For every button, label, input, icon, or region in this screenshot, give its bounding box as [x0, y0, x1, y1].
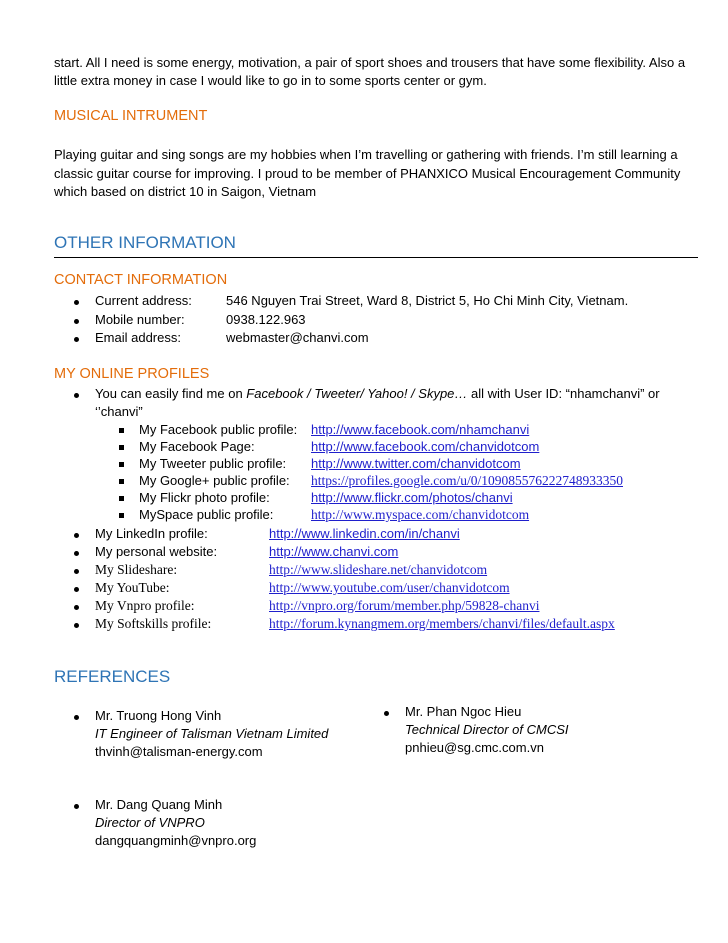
bullet-dot [74, 393, 79, 398]
reference-name: Mr. Phan Ngoc Hieu [405, 704, 522, 719]
bullet-dot [74, 551, 79, 556]
bullet-dot [74, 300, 79, 305]
sub-profile-item [119, 507, 679, 525]
bullet-dot [74, 569, 79, 574]
reference-email: thvinh@talisman-energy.com [95, 744, 263, 759]
sub-profile-link[interactable]: http://www.twitter.com/chanvidotcom [311, 456, 521, 471]
bullet-dot [74, 337, 79, 342]
reference-name: Mr. Dang Quang Minh [95, 797, 223, 812]
sub-profile-link[interactable]: http://www.myspace.com/chanvidotcom [311, 507, 530, 522]
profiles-intro-userid: all with User ID: “nhamchanvi” or [467, 386, 660, 401]
contact-label: Mobile number: [95, 312, 185, 327]
musical-heading: MUSICAL INTRUMENT [54, 108, 208, 124]
reference-name: Mr. Truong Hong Vinh [95, 708, 222, 723]
profile-label: My LinkedIn profile: [95, 526, 208, 541]
sub-profile-label: My Google+ public profile: [139, 473, 290, 488]
profiles-intro-alt-id: ‘’chanvi” [95, 404, 143, 419]
profile-item [74, 598, 694, 616]
bullet-dot [74, 623, 79, 628]
profile-label: My YouTube: [95, 580, 170, 595]
sub-profile-link[interactable]: https://profiles.google.com/u/0/109085576222748933350 [311, 473, 623, 488]
square-bullet [119, 428, 124, 433]
sub-profile-label: My Tweeter public profile: [139, 456, 287, 471]
profile-item [74, 544, 694, 562]
profile-label: My Softskills profile: [95, 616, 212, 631]
profile-link[interactable]: http://www.youtube.com/user/chanvidotcom [269, 580, 510, 595]
reference-title: Director of VNPRO [95, 815, 205, 830]
sub-profile-item [119, 473, 679, 491]
contact-value: webmaster@chanvi.com [226, 330, 369, 345]
sub-profile-label: My Facebook Page: [139, 439, 255, 454]
contact-value: 546 Nguyen Trai Street, Ward 8, District 5, Ho Chi Minh City, Vietnam. [226, 293, 629, 308]
profiles-intro-networks: Facebook / Tweeter/ Yahoo! / Skype… [246, 386, 468, 401]
square-bullet [119, 513, 124, 518]
contact-label: Current address: [95, 293, 192, 308]
bullet-dot [74, 804, 79, 809]
profile-label: My Vnpro profile: [95, 598, 195, 613]
bullet-dot [74, 587, 79, 592]
profile-item [74, 616, 694, 634]
sub-profile-label: MySpace public profile: [139, 507, 274, 522]
profile-label: My personal website: [95, 544, 218, 559]
profile-item [74, 562, 694, 580]
bullet-dot [74, 715, 79, 720]
profiles-intro-text: You can easily find me on [95, 386, 247, 401]
profile-link[interactable]: http://vnpro.org/forum/member.php/59828-chanvi [269, 598, 540, 613]
reference-email: pnhieu@sg.cmc.com.vn [405, 740, 544, 755]
sub-profile-item [119, 422, 679, 440]
contact-heading: CONTACT INFORMATION [54, 272, 228, 288]
bullet-dot [74, 605, 79, 610]
musical-line-3: which based on district 10 in Saigon, Vietnam [54, 184, 317, 199]
contact-value: 0938.122.963 [226, 312, 306, 327]
reference-title: IT Engineer of Talisman Vietnam Limited [95, 726, 329, 741]
sub-profile-item [119, 490, 679, 508]
other-information-heading: OTHER INFORMATION [54, 233, 236, 252]
profile-label: My Slideshare: [95, 562, 178, 577]
square-bullet [119, 496, 124, 501]
section-divider [54, 257, 698, 258]
intro-line-1: start. All I need is some energy, motivation, a pair of sport shoes and trousers that have some flexibility. Also a [54, 55, 686, 70]
contact-label: Email address: [95, 330, 181, 345]
square-bullet [119, 445, 124, 450]
profile-item [74, 580, 694, 598]
sub-profile-label: My Flickr photo profile: [139, 490, 270, 505]
sub-profile-label: My Facebook public profile: [139, 422, 298, 437]
profile-link[interactable]: http://www.slideshare.net/chanvidotcom [269, 562, 488, 577]
bullet-dot [74, 533, 79, 538]
profile-link[interactable]: http://www.linkedin.com/in/chanvi [269, 526, 460, 541]
sub-profile-link[interactable]: http://www.flickr.com/photos/chanvi [311, 490, 513, 505]
profile-link[interactable]: http://www.chanvi.com [269, 544, 399, 559]
sub-profile-item [119, 456, 679, 474]
square-bullet [119, 479, 124, 484]
square-bullet [119, 462, 124, 467]
sub-profile-link[interactable]: http://www.facebook.com/chanvidotcom [311, 439, 540, 454]
profile-link[interactable]: http://forum.kynangmem.org/members/chanvi/files/default.aspx [269, 616, 615, 631]
bullet-dot [74, 319, 79, 324]
reference-email: dangquangminh@vnpro.org [95, 833, 257, 848]
musical-line-2: classic guitar course for improving. I proud to be member of PHANXICO Musical Encouragement Community [54, 166, 681, 181]
sub-profile-item [119, 439, 679, 457]
references-heading: REFERENCES [54, 667, 171, 686]
profiles-heading: MY ONLINE PROFILES [54, 366, 210, 382]
sub-profile-link[interactable]: http://www.facebook.com/nhamchanvi [311, 422, 530, 437]
intro-line-2: little extra money in case I would like to go in to some sports center or gym. [54, 73, 487, 88]
musical-line-1: Playing guitar and sing songs are my hobbies when I’m travelling or gathering with friends. I’m still learning a [54, 147, 678, 162]
reference-title: Technical Director of CMCSI [405, 722, 569, 737]
profile-item [74, 526, 694, 544]
bullet-dot [384, 711, 389, 716]
